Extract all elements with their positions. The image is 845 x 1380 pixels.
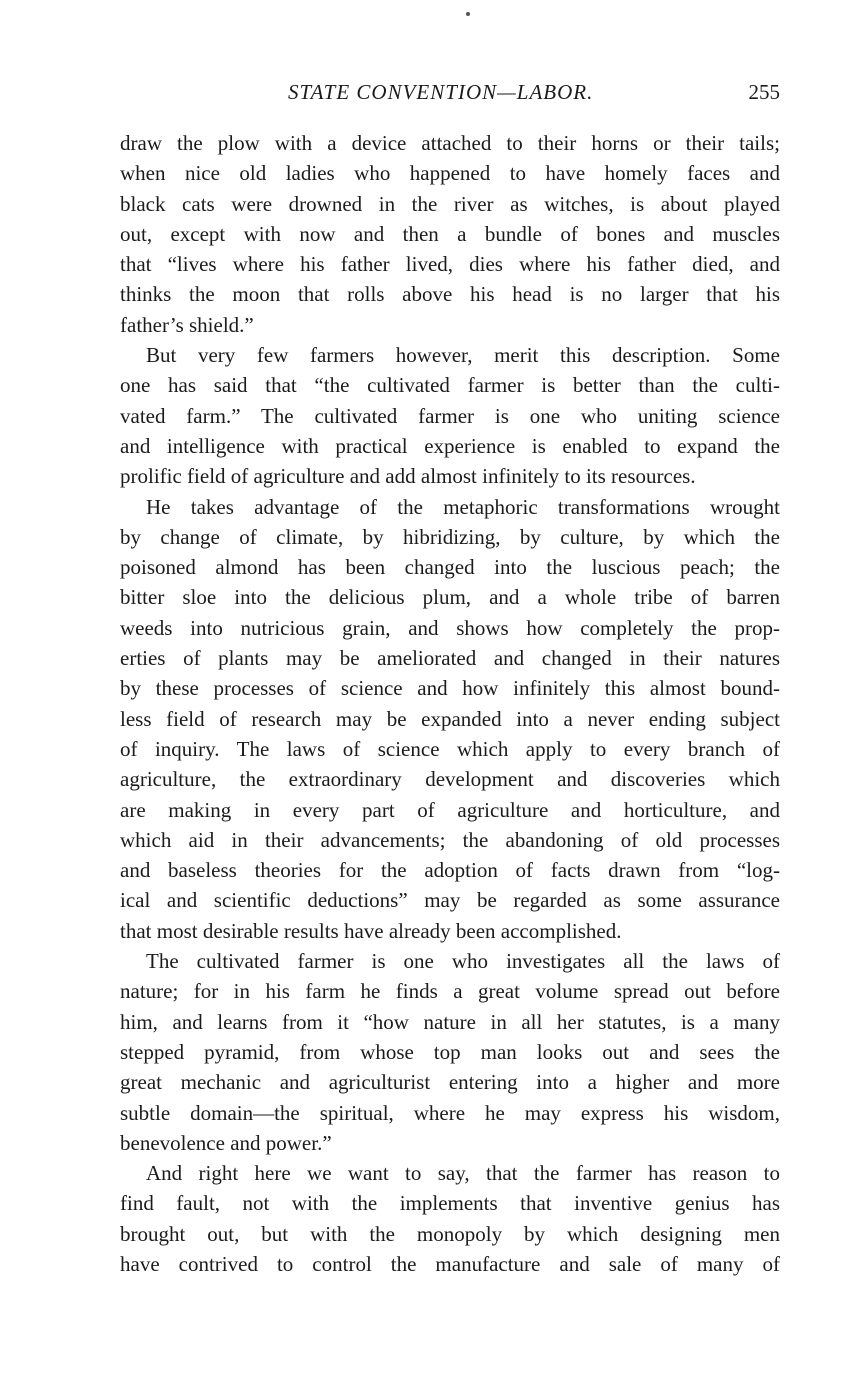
text-line: when nice old ladies who happened to have homely faces and: [120, 161, 780, 186]
text-line: subtle domain—the spiritual, where he may express his wisdom,: [120, 1100, 780, 1125]
paragraph-3: [120, 492, 780, 946]
running-title: STATE CONVENTION—LABOR.: [288, 80, 594, 104]
text-line: that “lives where his father lived, dies where his father died, and: [120, 252, 780, 277]
text-line: of inquiry. The laws of science which apply to every branch of: [120, 736, 780, 761]
paragraph-4: [120, 946, 780, 1158]
paragraph-2: [120, 340, 780, 491]
text-line: draw the plow with a device attached to their horns or their tails;: [120, 131, 780, 155]
text-line: which aid in their advancements; the abandoning of old processes: [120, 827, 780, 852]
text-line: But very few farmers however, merit this description. Some: [146, 343, 780, 368]
text-line: agriculture, the extraordinary development and discoveries which: [120, 767, 780, 792]
text-line: have contrived to control the manufacture and sale of many of: [120, 1251, 780, 1276]
text-line: father’s shield.”: [120, 312, 254, 337]
text-line: bitter sloe into the delicious plum, and a whole tribe of barren: [120, 585, 780, 610]
print-speck: [466, 12, 470, 16]
text-line: erties of plants may be ameliorated and changed in their natures: [120, 646, 780, 671]
text-line: find fault, not with the implements that inventive genius has: [120, 1191, 780, 1216]
text-line: weeds into nutricious grain, and shows how completely the prop-: [120, 615, 780, 640]
page-number: 255: [748, 80, 780, 104]
text-line: nature; for in his farm he finds a great volume spread out before: [120, 979, 780, 1004]
text-line: black cats were drowned in the river as witches, is about played: [120, 191, 780, 216]
paragraph-5: [120, 1158, 780, 1279]
text-line: benevolence and power.”: [120, 1130, 332, 1155]
text-line: great mechanic and agriculturist entering into a higher and more: [120, 1070, 780, 1095]
text-line: one has said that “the cultivated farmer is better than the culti-: [120, 373, 780, 398]
text-line: that most desirable results have already been accomplished.: [120, 918, 622, 943]
text-line: ical and scientific deductions” may be regarded as some assurance: [120, 888, 780, 913]
text-line: less field of research may be expanded into a never ending subject: [120, 706, 780, 731]
paragraph-1: [120, 128, 780, 340]
text-line: stepped pyramid, from whose top man looks out and sees the: [120, 1039, 780, 1064]
text-line: He takes advantage of the metaphoric transformations wrought: [146, 494, 780, 519]
text-line: by change of climate, by hibridizing, by culture, by which the: [120, 524, 780, 549]
text-line: by these processes of science and how infinitely this almost bound-: [120, 676, 780, 701]
text-line: brought out, but with the monopoly by which designing men: [120, 1221, 780, 1246]
text-line: and baseless theories for the adoption of facts drawn from “log-: [120, 858, 780, 883]
text-line: poisoned almond has been changed into the luscious peach; the: [120, 555, 780, 580]
text-line: prolific field of agriculture and add almost infinitely to its resources.: [120, 464, 696, 489]
text-line: are making in every part of agriculture and horticulture, and: [120, 797, 780, 822]
text-line: him, and learns from it “how nature in all her statutes, is a many: [120, 1009, 780, 1034]
running-head: [120, 80, 780, 114]
text-line: And right here we want to say, that the farmer has reason to: [146, 1161, 780, 1186]
text-line: thinks the moon that rolls above his head is no larger that his: [120, 282, 780, 307]
text-line: vated farm.” The cultivated farmer is one who uniting science: [120, 403, 780, 428]
body-text: [120, 128, 780, 1279]
text-line: out, except with now and then a bundle of bones and muscles: [120, 221, 780, 246]
text-line: and intelligence with practical experience is enabled to expand the: [120, 433, 780, 458]
text-line: The cultivated farmer is one who investigates all the laws of: [146, 949, 780, 974]
